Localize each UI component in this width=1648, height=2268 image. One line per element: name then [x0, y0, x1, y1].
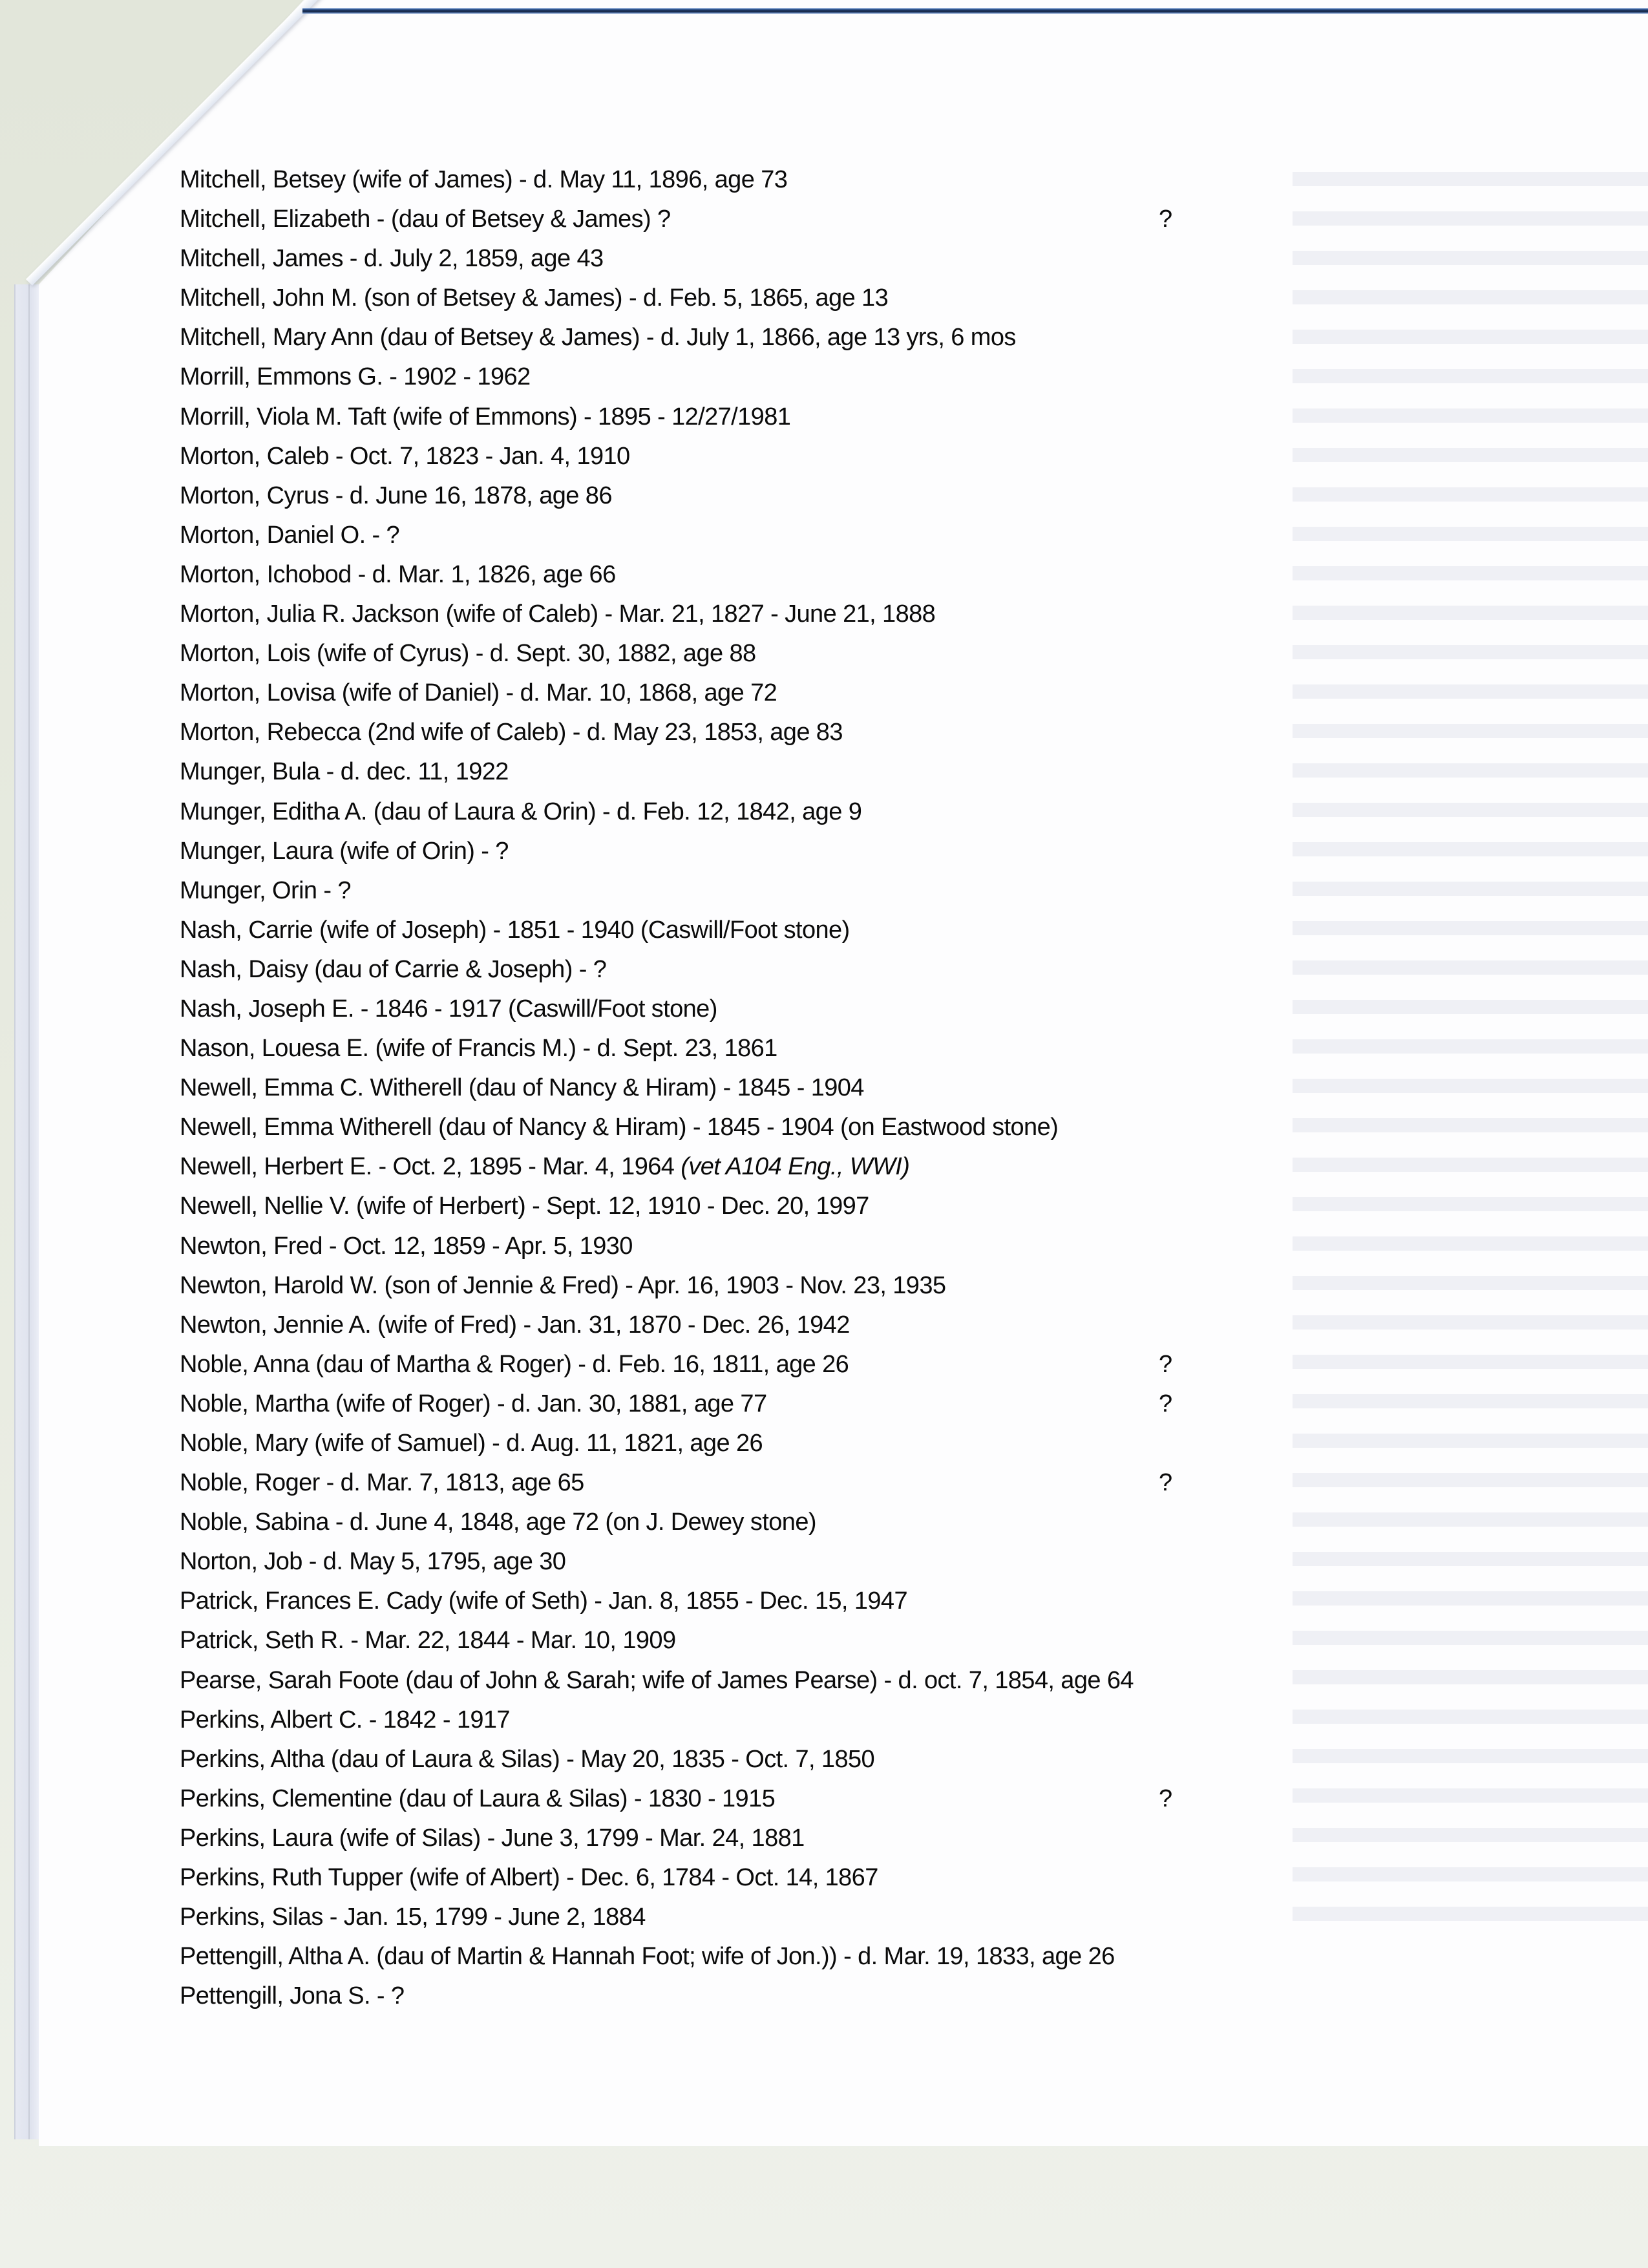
list-item — [180, 1227, 1408, 1266]
list-item — [180, 239, 1408, 279]
list-item — [180, 713, 1408, 752]
list-item — [180, 476, 1408, 516]
entry-text: Morrill, Emmons G. - 1902 - 1962 — [180, 363, 531, 391]
entry-text: Morton, Julia R. Jackson (wife of Caleb) - Mar. 21, 1827 - June 21, 1888 — [180, 600, 936, 628]
list-item — [180, 792, 1408, 832]
list-item — [180, 1701, 1408, 1740]
list-item — [180, 555, 1408, 595]
list-item — [180, 1740, 1408, 1779]
list-item — [180, 1661, 1408, 1701]
entry-text: Morton, Ichobod - d. Mar. 1, 1826, age 66 — [180, 560, 616, 588]
list-item — [180, 437, 1408, 476]
list-item — [180, 871, 1408, 911]
list-item — [180, 279, 1408, 318]
list-item — [180, 1108, 1408, 1147]
entry-text: Mitchell, John M. (son of Betsey & James) - d. Feb. 5, 1865, age 13 — [180, 284, 889, 312]
list-item — [180, 990, 1408, 1029]
entry-text: Noble, Martha (wife of Roger) - d. Jan. 30, 1881, age 77 — [180, 1390, 767, 1417]
entry-text: Newton, Jennie A. (wife of Fred) - Jan. 31, 1870 - Dec. 26, 1942 — [180, 1311, 850, 1339]
entry-text: Morton, Cyrus - d. June 16, 1878, age 86 — [180, 482, 612, 509]
list-item — [180, 1779, 1408, 1819]
entry-text: Mitchell, James - d. July 2, 1859, age 43 — [180, 245, 604, 273]
list-item — [180, 516, 1408, 555]
burial-record-list — [180, 160, 1408, 2016]
entry-text: Munger, Bula - d. dec. 11, 1922 — [180, 758, 509, 786]
list-item — [180, 1977, 1408, 2016]
entry-text: Newell, Nellie V. (wife of Herbert) - Sept. 12, 1910 - Dec. 20, 1997 — [180, 1192, 869, 1220]
margin-question-mark: ? — [1159, 1350, 1172, 1378]
list-item — [180, 832, 1408, 871]
entry-text: Morton, Daniel O. - ? — [180, 521, 400, 549]
list-item — [180, 950, 1408, 990]
list-item — [180, 357, 1408, 397]
margin-question-mark: ? — [1159, 1390, 1172, 1417]
entry-text: Munger, Editha A. (dau of Laura & Orin) - d. Feb. 12, 1842, age 9 — [180, 798, 862, 825]
entry-text: Nash, Carrie (wife of Joseph) - 1851 - 1940 (Caswill/Foot stone) — [180, 916, 850, 944]
list-item — [180, 1384, 1408, 1424]
entry-text: Noble, Roger - d. Mar. 7, 1813, age 65 — [180, 1469, 584, 1497]
entry-text: Perkins, Clementine (dau of Laura & Silas) - 1830 - 1915 — [180, 1785, 776, 1812]
list-item — [180, 1503, 1408, 1542]
list-item — [180, 200, 1408, 239]
list-item — [180, 397, 1408, 437]
list-item — [180, 1147, 1408, 1187]
list-item — [180, 1345, 1408, 1384]
entry-text: Noble, Sabina - d. June 4, 1848, age 72 (on J. Dewey stone) — [180, 1509, 816, 1536]
list-item — [180, 1463, 1408, 1503]
top-edge-rule — [302, 8, 1648, 14]
entry-text: Pettengill, Altha A. (dau of Martin & Hannah Foot; wife of Jon.)) - d. Mar. 19, 1833, age 26 — [180, 1943, 1115, 1971]
list-item — [180, 1819, 1408, 1858]
entry-text: Perkins, Altha (dau of Laura & Silas) - May 20, 1835 - Oct. 7, 1850 — [180, 1745, 875, 1773]
entry-text: Morton, Rebecca (2nd wife of Caleb) - d. May 23, 1853, age 83 — [180, 719, 843, 747]
list-item — [180, 634, 1408, 673]
list-item — [180, 318, 1408, 357]
margin-question-mark: ? — [1159, 1785, 1172, 1812]
list-item — [180, 1306, 1408, 1345]
list-item — [180, 1621, 1408, 1660]
entry-text: Nash, Joseph E. - 1846 - 1917 (Caswill/Foot stone) — [180, 995, 717, 1023]
entry-text: Morton, Caleb - Oct. 7, 1823 - Jan. 4, 1910 — [180, 442, 630, 470]
entry-text: Perkins, Laura (wife of Silas) - June 3, 1799 - Mar. 24, 1881 — [180, 1824, 805, 1852]
list-item — [180, 911, 1408, 950]
entry-text: Nash, Daisy (dau of Carrie & Joseph) - ? — [180, 955, 607, 983]
entry-text: Morrill, Viola M. Taft (wife of Emmons) - 1895 - 12/27/1981 — [180, 403, 791, 430]
entry-text: Noble, Mary (wife of Samuel) - d. Aug. 11, 1821, age 26 — [180, 1430, 763, 1457]
entry-text: Newton, Harold W. (son of Jennie & Fred) - Apr. 16, 1903 - Nov. 23, 1935 — [180, 1271, 946, 1299]
list-item — [180, 1424, 1408, 1463]
list-item — [180, 1582, 1408, 1621]
list-item — [180, 1542, 1408, 1582]
entry-text: Perkins, Silas - Jan. 15, 1799 - June 2, 1884 — [180, 1903, 646, 1931]
entry-text: Patrick, Frances E. Cady (wife of Seth) - Jan. 8, 1855 - Dec. 15, 1947 — [180, 1587, 907, 1615]
list-item — [180, 160, 1408, 200]
entry-text: Patrick, Seth R. - Mar. 22, 1844 - Mar. 10, 1909 — [180, 1627, 676, 1655]
list-item — [180, 1068, 1408, 1108]
entry-text: Norton, Job - d. May 5, 1795, age 30 — [180, 1548, 566, 1576]
entry-text: Munger, Laura (wife of Orin) - ? — [180, 837, 509, 865]
entry-text: Perkins, Albert C. - 1842 - 1917 — [180, 1706, 510, 1733]
list-item — [180, 1029, 1408, 1068]
list-item — [180, 673, 1408, 713]
entry-text: Nason, Louesa E. (wife of Francis M.) - d. Sept. 23, 1861 — [180, 1035, 777, 1063]
list-item — [180, 1898, 1408, 1937]
entry-text: Perkins, Ruth Tupper (wife of Albert) - Dec. 6, 1784 - Oct. 14, 1867 — [180, 1864, 878, 1892]
entry-text: Munger, Orin - ? — [180, 876, 351, 904]
list-item — [180, 1937, 1408, 1977]
list-item — [180, 1858, 1408, 1898]
entry-text: Pearse, Sarah Foote (dau of John & Sarah; wife of James Pearse) - d. oct. 7, 1854, age 64 — [180, 1666, 1134, 1694]
list-item — [180, 1266, 1408, 1306]
entry-text: Newton, Fred - Oct. 12, 1859 - Apr. 5, 1930 — [180, 1232, 633, 1260]
entry-text: Noble, Anna (dau of Martha & Roger) - d. Feb. 16, 1811, age 26 — [180, 1350, 849, 1378]
entry-text: Mitchell, Elizabeth - (dau of Betsey & James) ? — [180, 206, 671, 233]
list-item — [180, 595, 1408, 634]
entry-text: Pettengill, Jona S. - ? — [180, 1982, 405, 2010]
entry-text: Newell, Herbert E. - Oct. 2, 1895 - Mar. 4, 1964 — [180, 1153, 681, 1181]
entry-text: Newell, Emma Witherell (dau of Nancy & Hiram) - 1845 - 1904 (on Eastwood stone) — [180, 1114, 1059, 1141]
list-item — [180, 1187, 1408, 1226]
entry-text: Morton, Lois (wife of Cyrus) - d. Sept. 30, 1882, age 88 — [180, 640, 756, 668]
margin-question-mark: ? — [1159, 206, 1172, 233]
entry-text: Mitchell, Mary Ann (dau of Betsey & James) - d. July 1, 1866, age 13 yrs, 6 mos — [180, 324, 1016, 352]
entry-text: Morton, Lovisa (wife of Daniel) - d. Mar. 10, 1868, age 72 — [180, 679, 777, 707]
margin-question-mark: ? — [1159, 1469, 1172, 1497]
list-item — [180, 752, 1408, 792]
entry-note: (vet A104 Eng., WWI) — [681, 1153, 910, 1181]
entry-text: Mitchell, Betsey (wife of James) - d. May 11, 1896, age 73 — [180, 166, 788, 193]
entry-text: Newell, Emma C. Witherell (dau of Nancy & Hiram) - 1845 - 1904 — [180, 1074, 864, 1102]
